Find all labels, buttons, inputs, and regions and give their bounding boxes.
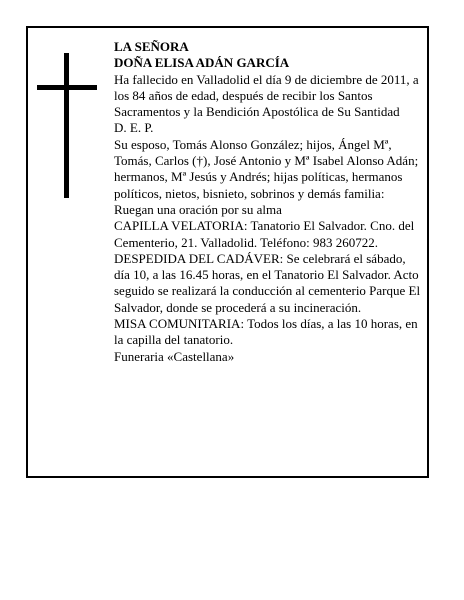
- deceased-name: DOÑA ELISA ADÁN GARCÍA: [114, 55, 290, 71]
- cross-horizontal-bar: [37, 85, 97, 90]
- community-mass-info: MISA COMUNITARIA: Todos los días, a las 10 horas, en la capilla del tanatorio.: [114, 316, 418, 348]
- death-announcement: Ha fallecido en Valladolid el día 9 de diciembre de 2011, a los 84 años de edad, después de recibir los Santos Sacramentos y la Bendición Apostólica de Su Santidad: [114, 71, 419, 120]
- heading-title: LA SEÑORA: [114, 39, 189, 54]
- rip-line: D. E. P.: [114, 120, 154, 136]
- cross-vertical-bar: [64, 53, 69, 198]
- funeral-home: Funeraria «Castellana»: [114, 348, 235, 364]
- obituary-text: [114, 39, 424, 365]
- chapel-info: CAPILLA VELATORIA: Tanatorio El Salvador. Cno. del Cementerio, 21. Valladolid. Teléfono: 983 260722.: [114, 218, 415, 250]
- family-list: Su esposo, Tomás Alonso González; hijos, Ángel Mª, Tomás, Carlos (†), José Antonio y Mª Isabel Alonso Adán; hermanos, Mª Jesús y Andrés; hijas políticas, hermanos políticos, nietos, bisnieto, sobrinos y demás familia:: [114, 136, 419, 201]
- farewell-info: DESPEDIDA DEL CADÁVER: Se celebrará el sábado, día 10, a las 16.45 horas, en el Tanatorio El Salvador. Acto seguido se realizará la conducción al cementerio Parque El Salvador, donde se procederá a su incineración.: [114, 250, 421, 315]
- latin-cross-icon: [37, 53, 97, 198]
- prayer-request: Ruegan una oración por su alma: [114, 201, 282, 217]
